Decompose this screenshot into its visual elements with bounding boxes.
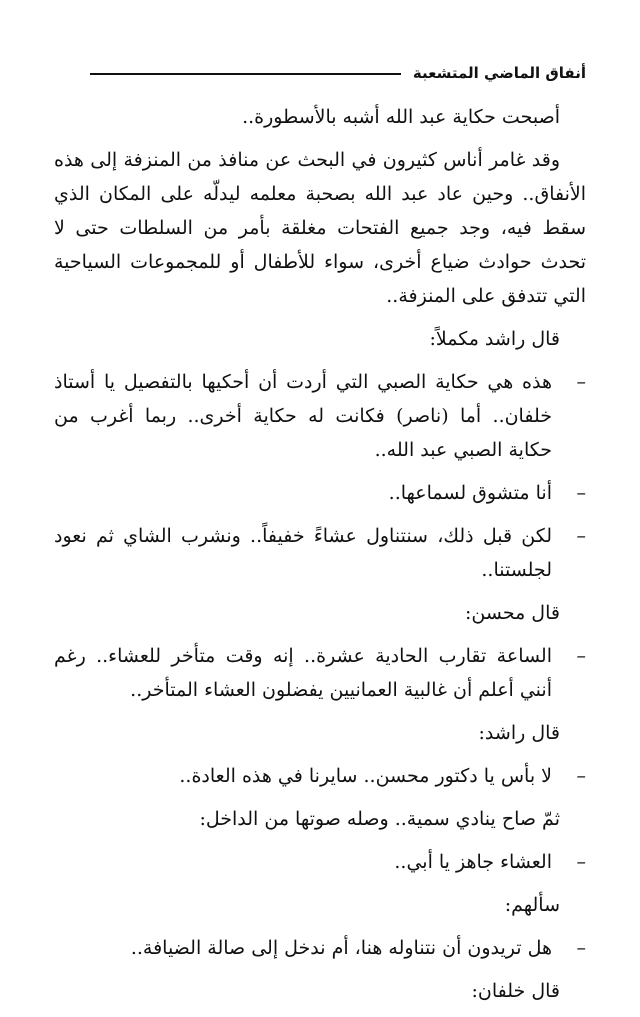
speaker-line: قال خلفان: xyxy=(471,980,560,1002)
dialogue-line xyxy=(54,931,586,965)
header-rule xyxy=(90,73,401,75)
dialogue-dash: – xyxy=(576,371,586,393)
dialogue-text: هذه هي حكاية الصبي التي أردت أن أحكيها بالتفصيل يا أستاذ خلفان.. أما (ناصر) فكانت له حكاية أخرى.. ربما أغرب من حكاية الصبي عبد الله.. xyxy=(54,371,552,461)
dialogue-line xyxy=(54,845,586,879)
dialogue-line xyxy=(54,759,586,793)
dialogue-line xyxy=(54,476,586,510)
dialogue-dash: – xyxy=(576,482,586,504)
dialogue-dash: – xyxy=(576,937,586,959)
dialogue-line xyxy=(54,365,586,467)
dialogue-text: أنا متشوق لسماعها.. xyxy=(388,482,552,504)
speaker-line: قال محسن: xyxy=(465,602,560,624)
dialogue-line xyxy=(54,519,586,587)
page-body xyxy=(54,100,586,1017)
dialogue-dash: – xyxy=(576,765,586,787)
dialogue-dash: – xyxy=(576,645,586,667)
paragraph: أصبحت حكاية عبد الله أشبه بالأسطورة.. xyxy=(242,106,560,128)
dialogue-text: هل تريدون أن نتناوله هنا، أم ندخل إلى صالة الضيافة.. xyxy=(130,937,552,959)
speaker-line: قال راشد مكملاً: xyxy=(429,328,560,350)
paragraph: وقد غامر أناس كثيرون في البحث عن منافذ من المنزفة إلى هذه الأنفاق.. وحين عاد عبد الله بصحبة معلمه ليدلّه على المكان الذي سقط فيه، وجد جميع الفتحات مغلقة بأمر من السلطات حتى لا تحدث حوادث ضياع أخرى، سواء للأطفال أو للمجموعات السياحية التي تتدفق على المنزفة.. xyxy=(54,149,586,307)
dialogue-dash: – xyxy=(576,525,586,547)
narration-line: ثمّ صاح ينادي سمية.. وصله صوتها من الداخل: xyxy=(199,808,560,830)
dialogue-text: الساعة تقارب الحادية عشرة.. إنه وقت متأخر للعشاء.. رغم أنني أعلم أن غالبية العمانيين يفضلون العشاء المتأخر.. xyxy=(54,645,552,701)
dialogue-text: لا بأس يا دكتور محسن.. سايرنا في هذه العادة.. xyxy=(179,765,552,787)
dialogue-text: لكن قبل ذلك، سنتناول عشاءً خفيفاً.. ونشرب الشاي ثم نعود لجلستنا.. xyxy=(54,525,552,581)
speaker-line: قال راشد: xyxy=(478,722,560,744)
running-header xyxy=(90,60,586,86)
chapter-title: أنفاق الماضي المتشعبة xyxy=(412,64,586,82)
dialogue-line xyxy=(54,639,586,707)
dialogue-dash: – xyxy=(576,851,586,873)
dialogue-text: العشاء جاهز يا أبي.. xyxy=(394,851,552,873)
speaker-line: سألهم: xyxy=(504,894,560,916)
